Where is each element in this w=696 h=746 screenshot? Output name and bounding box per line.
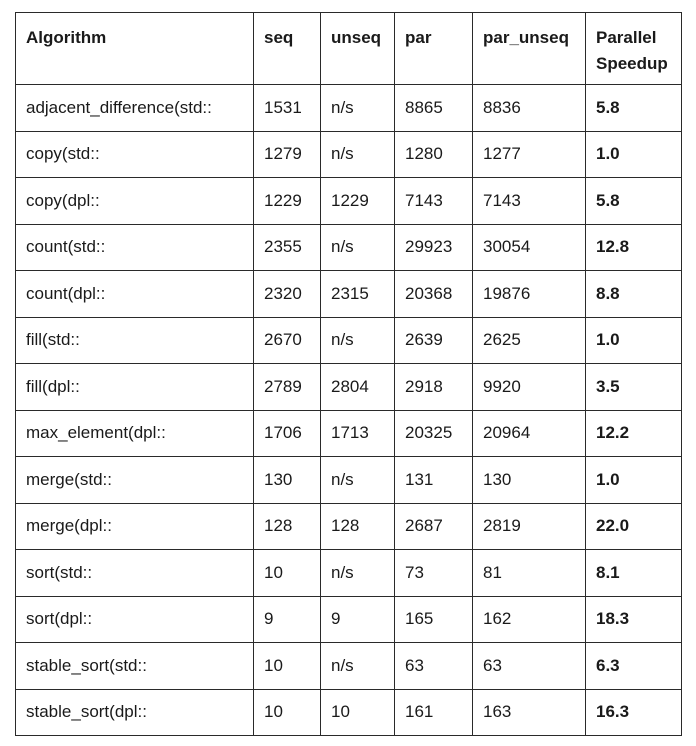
- table-row: [16, 689, 682, 736]
- cell-unseq: 2315: [321, 271, 395, 318]
- cell-speedup: 16.3: [586, 689, 682, 736]
- cell-unseq: n/s: [321, 317, 395, 364]
- cell-par: 20325: [395, 410, 473, 457]
- cell-algorithm: count(std::: [16, 224, 254, 271]
- cell-par-unseq: 1277: [473, 131, 586, 178]
- cell-seq: 2355: [254, 224, 321, 271]
- table-row: [16, 596, 682, 643]
- cell-seq: 130: [254, 457, 321, 504]
- cell-algorithm: sort(std::: [16, 550, 254, 597]
- cell-par: 29923: [395, 224, 473, 271]
- header-seq: seq: [254, 13, 321, 85]
- cell-unseq: n/s: [321, 457, 395, 504]
- table-row: [16, 224, 682, 271]
- header-par: par: [395, 13, 473, 85]
- cell-algorithm: copy(std::: [16, 131, 254, 178]
- benchmark-table-container: [15, 12, 682, 736]
- cell-algorithm: adjacent_difference(std::: [16, 85, 254, 132]
- cell-par: 20368: [395, 271, 473, 318]
- cell-par-unseq: 63: [473, 643, 586, 690]
- table-row: [16, 503, 682, 550]
- cell-seq: 2320: [254, 271, 321, 318]
- cell-speedup: 12.2: [586, 410, 682, 457]
- header-row: [16, 13, 682, 85]
- cell-speedup: 1.0: [586, 131, 682, 178]
- cell-unseq: 10: [321, 689, 395, 736]
- cell-speedup: 22.0: [586, 503, 682, 550]
- cell-par-unseq: 2625: [473, 317, 586, 364]
- cell-algorithm: sort(dpl::: [16, 596, 254, 643]
- cell-algorithm: merge(std::: [16, 457, 254, 504]
- cell-seq: 9: [254, 596, 321, 643]
- cell-unseq: 2804: [321, 364, 395, 411]
- cell-par-unseq: 30054: [473, 224, 586, 271]
- cell-seq: 2670: [254, 317, 321, 364]
- cell-par: 63: [395, 643, 473, 690]
- cell-par: 7143: [395, 178, 473, 225]
- cell-par-unseq: 162: [473, 596, 586, 643]
- table-row: [16, 85, 682, 132]
- cell-unseq: 128: [321, 503, 395, 550]
- table-row: [16, 550, 682, 597]
- table-row: [16, 364, 682, 411]
- cell-seq: 2789: [254, 364, 321, 411]
- cell-seq: 128: [254, 503, 321, 550]
- cell-algorithm: stable_sort(std::: [16, 643, 254, 690]
- cell-par: 73: [395, 550, 473, 597]
- cell-unseq: n/s: [321, 224, 395, 271]
- table-row: [16, 643, 682, 690]
- cell-algorithm: count(dpl::: [16, 271, 254, 318]
- cell-seq: 1706: [254, 410, 321, 457]
- cell-par-unseq: 7143: [473, 178, 586, 225]
- cell-speedup: 1.0: [586, 457, 682, 504]
- header-unseq: unseq: [321, 13, 395, 85]
- cell-seq: 1279: [254, 131, 321, 178]
- cell-algorithm: merge(dpl::: [16, 503, 254, 550]
- cell-speedup: 8.1: [586, 550, 682, 597]
- cell-speedup: 18.3: [586, 596, 682, 643]
- cell-unseq: n/s: [321, 550, 395, 597]
- cell-unseq: n/s: [321, 643, 395, 690]
- cell-seq: 1229: [254, 178, 321, 225]
- cell-unseq: n/s: [321, 85, 395, 132]
- cell-par-unseq: 19876: [473, 271, 586, 318]
- cell-seq: 1531: [254, 85, 321, 132]
- cell-algorithm: copy(dpl::: [16, 178, 254, 225]
- header-par-unseq: par_unseq: [473, 13, 586, 85]
- table-body: [16, 85, 682, 736]
- table-header: [16, 13, 682, 85]
- header-algorithm: Algorithm: [16, 13, 254, 85]
- cell-unseq: 1229: [321, 178, 395, 225]
- cell-par-unseq: 8836: [473, 85, 586, 132]
- cell-algorithm: stable_sort(dpl::: [16, 689, 254, 736]
- cell-speedup: 1.0: [586, 317, 682, 364]
- cell-algorithm: fill(dpl::: [16, 364, 254, 411]
- cell-par-unseq: 20964: [473, 410, 586, 457]
- cell-par-unseq: 2819: [473, 503, 586, 550]
- header-parallel-speedup: Parallel Speedup: [586, 13, 682, 85]
- table-row: [16, 178, 682, 225]
- cell-speedup: 12.8: [586, 224, 682, 271]
- cell-par: 131: [395, 457, 473, 504]
- cell-par: 161: [395, 689, 473, 736]
- cell-par: 2639: [395, 317, 473, 364]
- cell-par: 8865: [395, 85, 473, 132]
- cell-speedup: 3.5: [586, 364, 682, 411]
- cell-unseq: n/s: [321, 131, 395, 178]
- cell-par-unseq: 9920: [473, 364, 586, 411]
- cell-par-unseq: 81: [473, 550, 586, 597]
- table-row: [16, 457, 682, 504]
- table-row: [16, 317, 682, 364]
- cell-algorithm: max_element(dpl::: [16, 410, 254, 457]
- benchmark-table: [15, 12, 682, 736]
- cell-algorithm: fill(std::: [16, 317, 254, 364]
- cell-speedup: 8.8: [586, 271, 682, 318]
- cell-speedup: 5.8: [586, 85, 682, 132]
- cell-par-unseq: 130: [473, 457, 586, 504]
- cell-speedup: 6.3: [586, 643, 682, 690]
- cell-par: 2687: [395, 503, 473, 550]
- cell-par-unseq: 163: [473, 689, 586, 736]
- cell-par: 165: [395, 596, 473, 643]
- cell-speedup: 5.8: [586, 178, 682, 225]
- table-row: [16, 131, 682, 178]
- table-row: [16, 410, 682, 457]
- cell-unseq: 1713: [321, 410, 395, 457]
- cell-seq: 10: [254, 689, 321, 736]
- table-row: [16, 271, 682, 318]
- cell-par: 1280: [395, 131, 473, 178]
- cell-seq: 10: [254, 550, 321, 597]
- cell-unseq: 9: [321, 596, 395, 643]
- cell-par: 2918: [395, 364, 473, 411]
- cell-seq: 10: [254, 643, 321, 690]
